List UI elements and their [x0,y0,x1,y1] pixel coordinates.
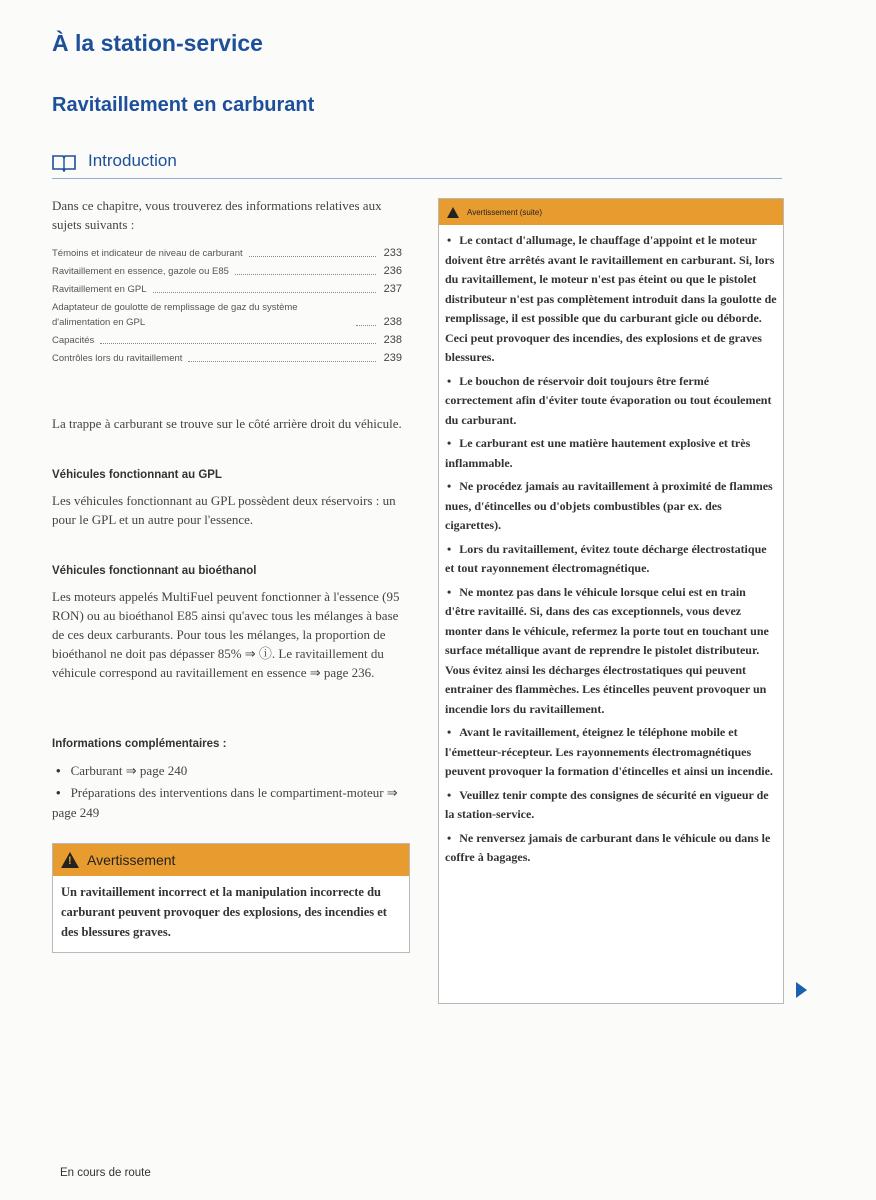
warning-continued-header [439,199,783,225]
toc-page: 233 [383,247,402,259]
gpl-heading: Véhicules fonctionnant au GPL [52,469,222,481]
topic-list [52,246,402,366]
toc-leader [249,256,376,257]
list-item: • Carburant ⇒ page 240 [56,763,188,778]
page-footer: En cours de route [60,1167,151,1179]
intro-block [52,196,402,369]
continue-arrow-icon [796,982,807,998]
toc-page: 239 [383,352,402,364]
fuel-flap-note: La trappe à carburant se trouve sur le côté arrière droit du véhicule. [52,416,402,431]
warning-continued-title: Avertissement (suite) [467,207,542,217]
toc-row [52,246,402,261]
toc-leader [100,343,375,344]
toc-row [52,282,402,297]
warning-continued-list [439,225,783,868]
warning-item: • Ne procédez jamais au ravitaillement à proximité de flammes nues, d'étincelles ou d'objets combustibles (par ex. des cigarettes). [445,479,773,532]
toc-page: 237 [383,283,402,295]
section-title: Ravitaillement en carburant [52,94,315,116]
bioethanol-heading: Véhicules fonctionnant au bioéthanol [52,565,257,577]
warning-title: Avertissement [87,852,176,868]
toc-page: 238 [383,334,402,346]
warning-text: Un ravitaillement incorrect et la manipulation incorrecte du carburant peuvent provoquer des explosions, des incendies et des blessures graves. [61,885,387,939]
toc-leader [188,361,375,362]
book-icon [52,154,76,172]
warning-item: • Le contact d'allumage, le chauffage d'appoint et le moteur doivent être arrêtés avant le ravitaillement en carburant. Si, lors du ravitaillement, le moteur n'est pas éteint ou que le pistolet distributeur n'est pas complètement introduit dans la goulotte de remplissage, il est possible que du carburant gicle ou déborde. Ceci peut provoquer des incendies, des explosions et de graves blessures. [445,233,777,364]
introduction-title: Introduction [88,151,177,170]
warning-continued-box [438,198,784,1004]
warning-item: • Veuillez tenir compte des consignes de sécurité en vigueur de la station-service. [445,787,769,821]
warning-item: • Lors du ravitaillement, évitez toute décharge électrostatique et tout rayonnement électromagnétique. [445,541,767,575]
warning-item: • Ne montez pas dans le véhicule lorsque celui est en train d'être ravitaillé. Si, dans des cas exceptionnels, vous devez monter dans le véhicule, refermez la porte tout en touchant une surface métallique avant de reprendre le pistolet distributeur. Vous évitez ainsi les décharges électrostatiques qui peuvent entrainer des flammèches. Les étincelles peuvent provoquer un incendie lors du ravitaillement. [445,584,769,716]
toc-label: Contrôles lors du ravitaillement [52,353,183,364]
intro-text: Dans ce chapitre, vous trouverez des informations relatives aux sujets suivants : [52,198,382,232]
toc-row [52,264,402,279]
toc-leader [153,292,376,293]
additional-info-list [52,761,402,825]
warning-item: • Le bouchon de réservoir doit toujours être fermé correctement afin d'éviter toute évaporation ou tout écoulement du carburant. [445,373,772,427]
warning-item: • Avant le ravitaillement, éteignez le téléphone mobile et l'émetteur-récepteur. Les rayonnements électromagnétiques peuvent provoquer la formation d'étincelles et ainsi un incendie. [445,725,773,778]
toc-page: 238 [383,316,402,328]
additional-info-heading: Informations complémentaires : [52,738,227,750]
toc-label: Témoins et indicateur de niveau de carburant [52,248,243,259]
warning-icon: ! [61,852,79,868]
gpl-text: Les véhicules fonctionnant au GPL possèdent deux réservoirs : un pour le GPL et un autre pour l'essence. [52,493,396,527]
toc-leader [235,274,376,275]
toc-row [52,300,402,330]
warning-icon [447,207,459,218]
warning-header [53,844,409,876]
toc-leader [356,325,376,326]
list-item: • Préparations des interventions dans le compartiment-moteur ⇒ page 249 [52,785,398,820]
warning-item: • Le carburant est une matière hautement explosive et très inflammable. [445,436,751,470]
warning-box [52,843,410,953]
page-title: À la station-service [52,30,263,56]
toc-label: Capacités [52,335,95,346]
toc-row [52,351,402,366]
warning-item: • Ne renversez jamais de carburant dans le véhicule ou dans le coffre à bagages. [445,830,771,864]
toc-row [52,333,402,348]
toc-label: Ravitaillement en GPL [52,284,147,295]
introduction-heading [52,150,782,179]
bioethanol-text: Les moteurs appelés MultiFuel peuvent fonctionner à l'essence (95 RON) ou au bioéthanol E85 ainsi qu'avec tous les mélanges à base de ces deux carburants. Pour tous les mélanges, la proportion de bioéthanol ne doit pas dépasser 85% ⇒ ⓘ. Le ravitaillement du véhicule correspond au ravitaillement en essence ⇒ page 236. [52,589,400,680]
toc-label: Adaptateur de goulotte de remplissage de gaz du système d'alimentation en GPL [52,302,298,328]
toc-page: 236 [383,265,402,277]
toc-label: Ravitaillement en essence, gazole ou E85 [52,266,229,277]
